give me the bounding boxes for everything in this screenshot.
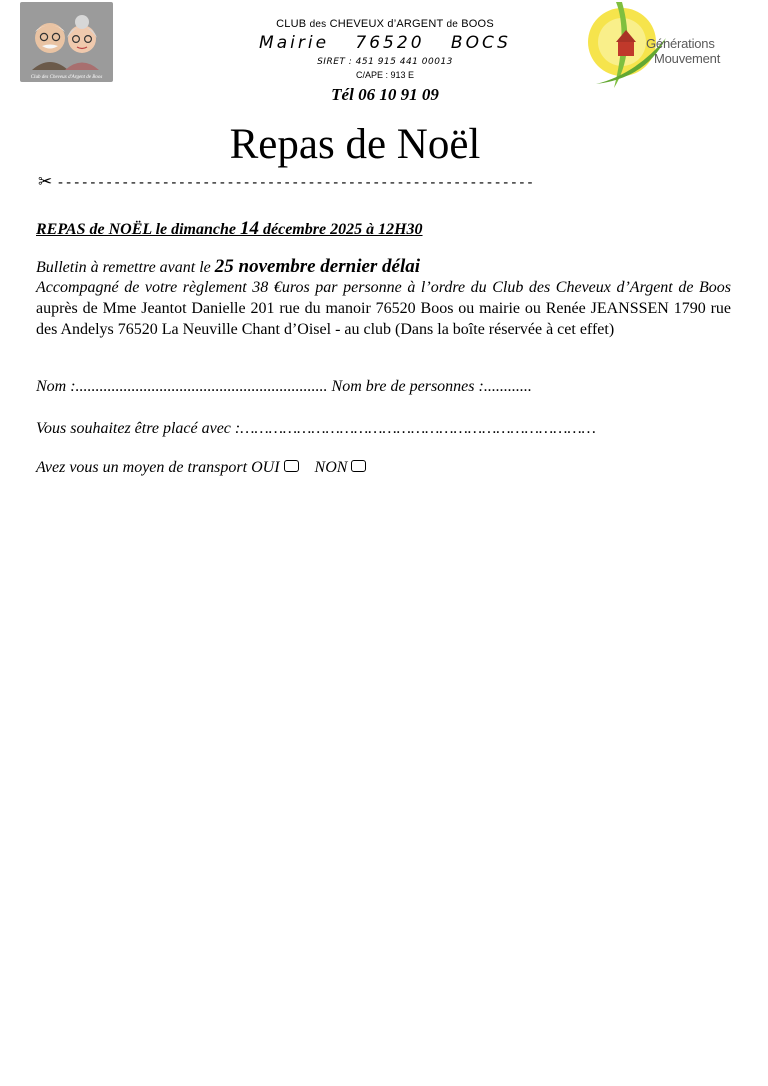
no-label: NON <box>314 459 348 476</box>
ape-line: C/APE : 913 E <box>355 70 415 80</box>
logo-text-mouvement: Mouvement <box>654 51 721 66</box>
telephone-line: Tél 06 10 91 09 <box>331 85 439 104</box>
yes-checkbox[interactable] <box>284 460 299 472</box>
seating-field-line[interactable]: Vous souhaitez être placé avec :………………………………………………………………… <box>36 420 596 437</box>
event-text-2: décembre 2025 à 12H30 <box>259 221 423 238</box>
bulletin-deadline <box>36 256 420 278</box>
event-heading <box>36 218 423 240</box>
club-name: CHEVEUX d’ARGENT <box>329 18 444 30</box>
name-field-line[interactable]: Nom :............................................................... Nom bre de personnes :............ <box>36 378 532 395</box>
payment-text-italic: Accompagné de votre règlement 38 €uros par personne à l’ordre du Club des Cheveux d’Argent de Boos <box>36 279 731 296</box>
logo-text-generations: Générations <box>646 36 715 51</box>
event-day: 14 <box>240 218 259 239</box>
club-logo-caption: Club des Cheveux d'Argent de Boos <box>30 75 103 80</box>
yes-label: OUI <box>251 459 280 476</box>
club-des: des <box>309 19 327 30</box>
transport-label: Avez vous un moyen de transport <box>36 459 248 476</box>
event-text-1: REPAS de NOËL le dimanche <box>36 221 240 238</box>
dashed-line: ----------------------------------------------------------- <box>58 174 536 191</box>
elderly-couple-icon <box>20 2 113 82</box>
payment-instructions <box>36 277 731 340</box>
generations-mouvement-logo <box>586 0 756 92</box>
transport-question <box>36 459 366 477</box>
cut-line <box>38 173 678 193</box>
club-name-line <box>180 18 590 30</box>
club-logo <box>20 2 113 82</box>
mairie-line: Mairie 76520 BOCS <box>259 33 511 53</box>
siret-line: SIRET : 451 915 441 00013 <box>317 57 453 67</box>
club-de: de <box>446 19 458 30</box>
no-checkbox[interactable] <box>351 460 366 472</box>
club-prefix: CLUB <box>276 18 307 30</box>
deadline-date: 25 novembre dernier délai <box>214 256 421 277</box>
club-suffix: BOOS <box>461 18 494 30</box>
scissors-icon: ✂ <box>38 172 53 191</box>
payment-text-regular: auprès de Mme Jeantot Danielle 201 rue du manoir 76520 Boos ou mairie ou Renée JEANSSEN 1790 rue des Andelys 76520 La Neuville Chant d’Oisel - au club (Dans la boîte réservée à cet effet) <box>36 300 731 338</box>
transport-yes-option[interactable] <box>251 459 298 477</box>
transport-no-option[interactable] <box>315 459 367 477</box>
bulletin-text: Bulletin à remettre avant le <box>36 259 215 276</box>
page-title: Repas de Noël <box>229 121 481 168</box>
